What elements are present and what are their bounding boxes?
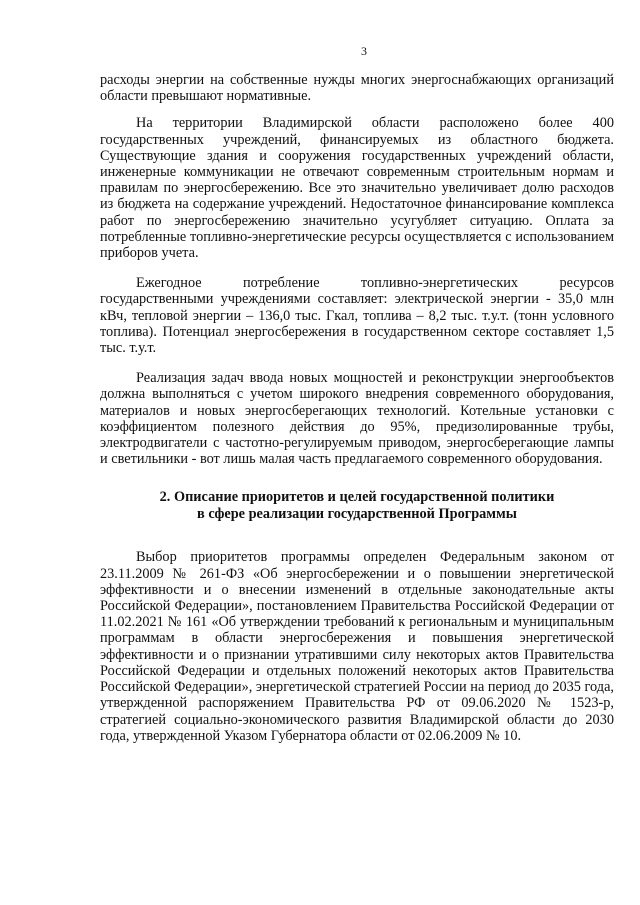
paragraph-continuation: расходы энергии на собственные нужды многих энергоснабжающих организаций области превышают нормативные.	[100, 72, 614, 105]
section-heading-line-1: 2. Описание приоритетов и целей государственной политики	[159, 489, 555, 506]
paragraph-consumption: Ежегодное потребление топливно-энергетических ресурсов государственными учреждениями составляет: электрической энергии - 35,0 млн кВч, тепловой энергии – 136,0 тыс. Гкал, топлива – 8,2 тыс. т.у.т. (тонн условного топлива). Потенциал энергосбережения в государственном секторе составляет 1,5 тыс. т.у.т.	[100, 275, 614, 357]
paragraph-implementation: Реализация задач ввода новых мощностей и реконструкции энергообъектов должна выполняться с учетом широкого внедрения современного оборудования, материалов и новых энергосберегающих технологий. Котельные установки с коэффициентом полезного действия до 95%, предизолированные трубы, электродвигатели с частотно-регулируемым приводом, энергосберегающие лампы и светильники - вот лишь малая часть предлагаемого современного оборудования.	[100, 370, 614, 468]
section-heading-line-2: в сфере реализации государственной Программы	[197, 506, 517, 523]
paragraph-priorities: Выбор приоритетов программы определен Федеральным законом от 23.11.2009 № 261-ФЗ «Об энергосбережении и о повышении энергетической эффективности и о внесении изменений в отдельные законодательные акты Российской Федерации», постановлением Правительства Российской Федерации от 11.02.2021 № 161 «Об утверждении требований к региональным и муниципальным программам в области энергосбережения и повышения энергетической эффективности и о признании утратившими силу некоторых актов Правительства Российской Федерации и отдельных положений некоторых актов Правительства Российской Федерации», энергетической стратегией России на период до 2035 года, утвержденной распоряжением Правительства РФ от 09.06.2020 № 1523-р, стратегией социально-экономического развития Владимирской области до 2030 года, утвержденной Указом Губернатора области от 02.06.2009 № 10.	[100, 549, 614, 744]
document-body	[100, 72, 614, 744]
page-number: 3	[361, 44, 367, 58]
paragraph-institutions: На территории Владимирской области расположено более 400 государственных учреждений, финансируемых из областного бюджета. Существующие здания и сооружения государственных учреждений области, инженерные коммуникации не отвечают современным строительным нормам и правилам по энергосбережению. Все это значительно увеличивает долю расходов из бюджета на содержание учреждений. Недостаточное финансирование комплекса работ по энергосбережению значительно усугубляет ситуацию. Оплата за потребленные топливно-энергетические ресурсы осуществляется с использованием приборов учета.	[100, 115, 614, 262]
